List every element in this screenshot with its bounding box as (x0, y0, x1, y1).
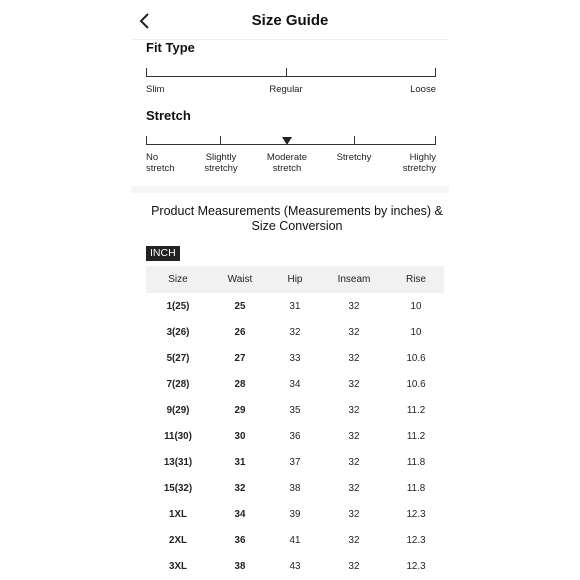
fit-type-title: Fit Type (146, 40, 195, 55)
table-cell: 35 (289, 404, 301, 416)
stretch-title: Stretch (146, 108, 191, 123)
label-line: stretch (272, 163, 302, 174)
table-cell: 31 (289, 300, 301, 312)
table-cell: 7(28) (166, 378, 190, 390)
table-row (146, 345, 444, 371)
stretch-label-stretchy (326, 152, 382, 163)
table-cell: 15(32) (163, 482, 193, 494)
table-cell: 11(30) (164, 430, 192, 442)
table-cell: 36 (289, 430, 301, 442)
table-cell: 13(31) (163, 456, 193, 468)
table-cell: 30 (234, 430, 246, 442)
size-table (146, 266, 444, 579)
table-cell: 3(26) (166, 326, 190, 338)
table-cell: 34 (234, 508, 246, 520)
table-cell: 29 (234, 404, 246, 416)
table-cell: 32 (348, 560, 360, 572)
measurements-title: Product Measurements (Measurements by inches) & Size Conversion (151, 204, 443, 233)
table-cell: 38 (289, 482, 301, 494)
left-margin (0, 0, 131, 580)
table-cell: 9(29) (166, 404, 190, 416)
table-cell: 33 (289, 352, 301, 364)
table-row (146, 501, 444, 527)
label-line: Highly (409, 152, 436, 163)
label-line: No (146, 152, 159, 163)
table-cell: 32 (348, 534, 360, 546)
fit-type-scale (146, 67, 436, 77)
table-cell: 12.3 (406, 508, 426, 520)
table-cell: 32 (348, 508, 360, 520)
fit-label-regular: Regular (269, 84, 303, 95)
table-row (146, 527, 444, 553)
table-cell: 12.3 (406, 560, 426, 572)
table-cell: 10.6 (406, 378, 426, 390)
table-cell: 32 (348, 352, 360, 364)
table-cell: 12.3 (406, 534, 426, 546)
scale-line (146, 76, 436, 77)
table-cell: 32 (348, 326, 360, 338)
column-header: Waist (210, 266, 270, 293)
stretch-label-highly (386, 152, 436, 174)
label-line: stretchy (204, 163, 238, 174)
table-row (146, 371, 444, 397)
table-cell: 34 (289, 378, 301, 390)
label-line: Moderate (266, 152, 308, 163)
table-cell: 32 (348, 300, 360, 312)
right-margin (449, 0, 580, 580)
table-cell: 11.8 (406, 456, 426, 468)
table-cell: 2XL (169, 534, 187, 546)
size-guide-screen (131, 0, 449, 580)
table-cell: 1XL (169, 508, 187, 520)
scale-tick (146, 136, 147, 145)
table-row (146, 319, 444, 345)
table-row (146, 475, 444, 501)
table-cell: 32 (348, 404, 360, 416)
table-cell: 11.8 (406, 482, 426, 494)
selected-stretch-pointer-icon (282, 137, 292, 145)
label-line: Slightly (205, 152, 237, 163)
header (131, 0, 449, 40)
table-cell: 32 (348, 378, 360, 390)
table-row (146, 449, 444, 475)
stretch-label-no (146, 152, 175, 174)
table-cell: 28 (234, 378, 246, 390)
label-line: Stretchy (336, 152, 372, 163)
table-row (146, 423, 444, 449)
column-header: Hip (270, 266, 320, 293)
table-cell: 32 (348, 430, 360, 442)
section-divider (131, 186, 449, 193)
table-cell: 32 (348, 456, 360, 468)
column-header: Inseam (320, 266, 388, 293)
label-line: stretchy (402, 163, 436, 174)
unit-badge[interactable]: INCH (146, 246, 180, 261)
table-cell: 41 (289, 534, 301, 546)
page-title: Size Guide (251, 12, 329, 29)
table-cell: 26 (234, 326, 246, 338)
table-cell: 32 (234, 482, 246, 494)
scale-tick (435, 136, 436, 145)
column-header: Size (146, 266, 210, 293)
fit-label-slim: Slim (146, 84, 165, 95)
table-row (146, 553, 444, 579)
table-header-row (146, 266, 444, 293)
table-cell: 32 (289, 326, 301, 338)
table-cell: 5(27) (166, 352, 190, 364)
table-cell: 27 (234, 352, 246, 364)
table-row (146, 293, 444, 319)
table-cell: 10 (410, 300, 422, 312)
scale-tick (146, 68, 147, 77)
table-cell: 37 (289, 456, 301, 468)
table-cell: 10 (410, 326, 422, 338)
column-header: Rise (388, 266, 444, 293)
table-cell: 1(25) (166, 300, 190, 312)
scale-tick (286, 68, 287, 77)
table-cell: 36 (234, 534, 246, 546)
label-line: stretch (146, 163, 175, 174)
stretch-label-slightly (191, 152, 251, 174)
table-cell: 39 (289, 508, 301, 520)
table-cell: 38 (234, 560, 246, 572)
table-cell: 3XL (169, 560, 187, 572)
table-cell: 11.2 (406, 404, 426, 416)
table-cell: 10.6 (406, 352, 426, 364)
table-row (146, 397, 444, 423)
table-cell: 32 (348, 482, 360, 494)
table-cell: 11.2 (406, 430, 426, 442)
stretch-label-moderate (255, 152, 319, 174)
scale-tick (354, 136, 355, 145)
scale-tick (435, 68, 436, 77)
fit-label-loose: Loose (410, 84, 436, 95)
table-cell: 25 (234, 300, 246, 312)
table-cell: 31 (234, 456, 246, 468)
scale-tick (220, 136, 221, 145)
table-cell: 43 (289, 560, 301, 572)
